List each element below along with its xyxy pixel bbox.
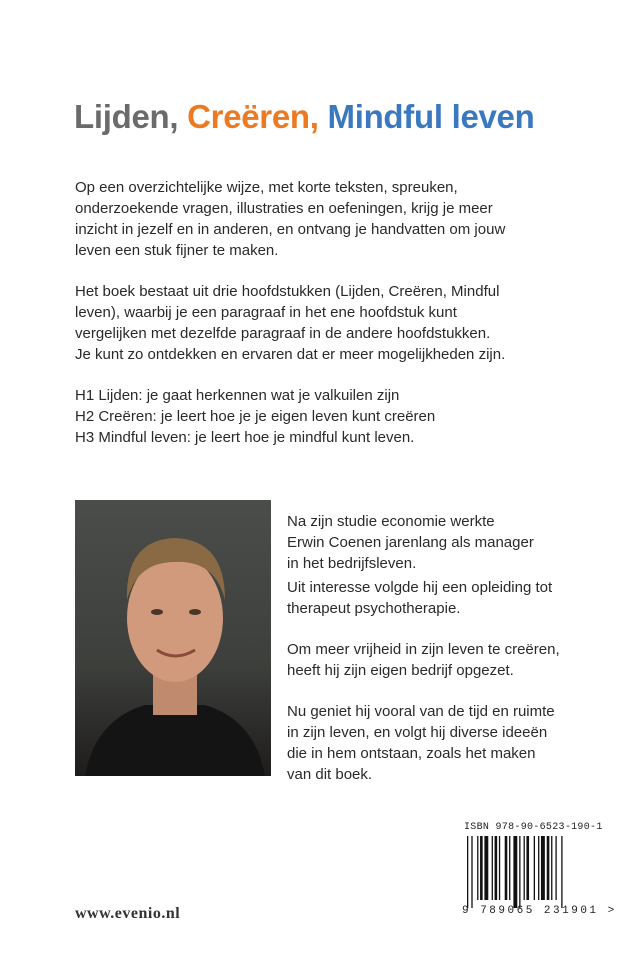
author-photo bbox=[75, 500, 271, 776]
bio-paragraph-1 bbox=[287, 511, 534, 574]
barcode-bar bbox=[477, 836, 478, 900]
barcode-bar bbox=[534, 836, 535, 900]
text-line: Op een overzichtelijke wijze, met korte teksten, spreuken, bbox=[75, 179, 458, 196]
book-title bbox=[74, 98, 534, 136]
barcode-bar bbox=[492, 836, 493, 900]
barcode-bar bbox=[547, 836, 550, 900]
barcode-bar bbox=[555, 836, 556, 900]
text-line: Het boek bestaat uit drie hoofdstukken (Lijden, Creëren, Mindful bbox=[75, 283, 500, 300]
chapter-item: H2 Creëren: je leert hoe je je eigen leven kunt creëren bbox=[75, 408, 436, 425]
bio-paragraph-3 bbox=[287, 639, 560, 681]
barcode-bar bbox=[505, 836, 508, 900]
title-sep: , bbox=[309, 98, 328, 135]
text-line: Uit interesse volgde hij een opleiding tot bbox=[287, 579, 553, 596]
text-line: Nu geniet hij vooral van de tijd en ruimte bbox=[287, 703, 555, 720]
barcode-bar bbox=[480, 836, 483, 900]
text-line: therapeut psychotherapie. bbox=[287, 600, 461, 617]
chapter-item: H1 Lijden: je gaat herkennen wat je valkuilen zijn bbox=[75, 387, 400, 404]
bio-paragraph-4 bbox=[287, 701, 555, 785]
text-line: in zijn leven, en volgt hij diverse ideeën bbox=[287, 724, 548, 741]
isbn-label: ISBN 978-90-6523-190-1 bbox=[464, 822, 603, 833]
barcode-bar bbox=[467, 836, 468, 908]
barcode-bar bbox=[526, 836, 529, 900]
title-creeren: Creëren bbox=[187, 98, 310, 135]
barcode-bar bbox=[495, 836, 498, 900]
barcode-bar bbox=[519, 836, 520, 908]
title-lijden: Lijden bbox=[74, 98, 170, 135]
barcode bbox=[465, 836, 601, 908]
text-line: van dit boek. bbox=[287, 766, 373, 783]
text-line: onderzoekende vragen, illustraties en oefeningen, krijg je meer bbox=[75, 200, 493, 217]
title-mindful-leven: Mindful leven bbox=[327, 98, 535, 135]
barcode-bar bbox=[471, 836, 472, 908]
bio-paragraph-2 bbox=[287, 577, 552, 619]
title-sep: , bbox=[169, 98, 188, 135]
text-line: Erwin Coenen jarenlang als manager bbox=[287, 534, 534, 551]
website-link[interactable]: www.evenio.nl bbox=[75, 905, 181, 922]
text-line: Na zijn studie economie werkte bbox=[287, 513, 495, 530]
barcode-bar bbox=[551, 836, 552, 900]
barcode-bar bbox=[561, 836, 562, 908]
barcode-bar bbox=[538, 836, 539, 900]
ean-digits: 9 789065 231901 > bbox=[462, 905, 617, 917]
chapters-list bbox=[75, 385, 435, 448]
text-line: inzicht in jezelf en in anderen, en ontvang je handvatten om jouw bbox=[75, 221, 506, 238]
text-line: leven een stuk fijner te maken. bbox=[75, 242, 279, 259]
intro-paragraph bbox=[75, 177, 505, 261]
barcode-bar bbox=[499, 836, 500, 900]
barcode-bar bbox=[509, 836, 510, 900]
text-line: in het bedrijfsleven. bbox=[287, 555, 417, 572]
barcode-bar bbox=[524, 836, 525, 900]
text-line: leven), waarbij je een paragraaf in het ene hoofdstuk kunt bbox=[75, 304, 457, 321]
structure-paragraph bbox=[75, 281, 505, 365]
text-line: vergelijken met dezelfde paragraaf in de andere hoofdstukken. bbox=[75, 325, 491, 342]
barcode-bar bbox=[541, 836, 545, 900]
barcode-bar bbox=[484, 836, 488, 900]
text-line: heeft hij zijn eigen bedrijf opgezet. bbox=[287, 662, 514, 679]
text-line: die in hem ontstaan, zoals het maken bbox=[287, 745, 536, 762]
chapter-item: H3 Mindful leven: je leert hoe je mindful kunt leven. bbox=[75, 429, 415, 446]
text-line: Om meer vrijheid in zijn leven te creëren, bbox=[287, 641, 560, 658]
text-line: Je kunt zo ontdekken en ervaren dat er meer mogelijkheden zijn. bbox=[75, 346, 506, 363]
barcode-bar bbox=[513, 836, 517, 908]
